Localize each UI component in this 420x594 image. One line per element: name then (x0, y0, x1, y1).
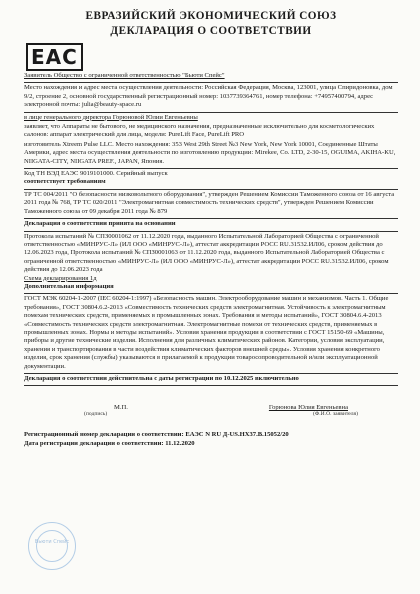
seal-place: М.П. (114, 404, 128, 412)
union-title: ЕВРАЗИЙСКИЙ ЭКОНОМИЧЕСКИЙ СОЮЗ (85, 10, 337, 22)
divider (24, 218, 398, 219)
signature-caption: (подпись) (84, 411, 108, 418)
company-stamp (28, 522, 76, 570)
declares-product: заявляет, что Аппараты не бытового, не медицинского назначения, предназначенные исключительно для косметологических салонов: аппарат электрический для лица, модели: PureLift Face, PureLift PRO (24, 123, 375, 139)
eac-logo-icon: ЕАС (26, 43, 83, 71)
validity: Декларация о соответствии действительна с даты регистрации по 10.12.2025 включительно (24, 375, 299, 382)
divider (24, 385, 398, 386)
applicant-address: Место нахождения и адрес места осуществления деятельности: Российская Федерация, Москва, 123001, улица Спиридоновка, дом 9/2, строение 2, основной государственный регистрационный номер: 1037739364761, номер телефона: +74957400794, адрес электронной почты: julia@beauty-space.ru (24, 84, 393, 109)
in-person: в лице генерального директора Горюновой Юлии Евгеньевны (24, 113, 198, 121)
basis-label: Декларация о соответствии принята на основании (24, 220, 176, 228)
requirements-label: соответствует требованиям (24, 178, 106, 186)
divider (24, 373, 398, 374)
divider (24, 189, 398, 190)
divider (24, 112, 398, 113)
divider (24, 82, 398, 83)
divider (24, 293, 398, 294)
requirements-text: ТР ТС 004/2011 "О безопасности низковольтного оборудования", утвержден Решением Комиссии Таможенного союза от 16 августа 2011 года № 768, ТР ТС 020/2011 "Электромагнитная совместимость технических средств", утвержден Решением Комиссии Таможенного союза от 09 декабря 2011 года № 879 (24, 190, 395, 215)
divider (24, 168, 398, 169)
signatory-name: Горюнова Юлия Евгеньевна (268, 404, 348, 412)
registration-date: Дата регистрации декларации о соответствии: 11.12.2020 (24, 439, 195, 447)
basis-text: Протокола испытаний № СПЗ0001062 от 11.12.2020 года, выданного Испытательной Лабораторией Общества с ограниченной ответственностью «МИНРУС-Л» (ИЛ ООО «МИНРУС-Л»), аттестат аккредитации РОСС RU.31532.ИЛ06, сроком действия до 12.06.2023 года, Протокола испытаний № СПЗ0001063 от 11.12.2020 года, выданного Испытательной Лабораторией Общества с ограниченной ответственностью «МИНРУС-Л» (ИЛ ООО «МИНРУС-Л»), аттестат аккредитации РОСС RU.31532.ИЛ06, сроком действия до 12.06.2023 года (24, 232, 389, 274)
scheme: Схема декларирования 1д (24, 274, 97, 282)
divider (24, 231, 398, 232)
tnved-code: Код ТН ВЭД ЕАЭС 9019101000. Серийный выпуск (24, 170, 168, 178)
applicant: Заявитель Общество с ограниченной ответственностью "Бьюти Спейс" (24, 72, 225, 79)
stamp-ring (36, 530, 68, 562)
manufacturer: изготовитель Xtreem Pulse LLC. Место нахождения: 353 West 29th Street №3 New York, New York 10001, Соединенные Штаты Америки, адрес места осуществления деятельности по изготовлению продукции: Mirekee, Co. LTD, 2-30-15, OGUIMA, AKIHA-KU, NIIGATA-CITY, NIIGATA PREF., JAPAN, Япония. (24, 140, 396, 165)
additional-text: ГОСТ МЭК 60204-1-2007 (IEC 60204-1:1997) «Безопасность машин. Электрооборудование машин и механизмов. Часть 1. Общие требования», ГОСТ 30804.6.2-2013 «Совместимость технических средств электромагнитная. Устойчивость к электромагнитным помехам технических средств, применяемых в промышленных зонах. Требования и методы испытаний», ГОСТ 30804.6.4-2013 «Совместимость технических средств электромагнитная. Электромагнитные помехи от технических средств, применяемых в промышленных зонах. Нормы и методы испытаний». Условия хранения продукции в соответствии с ГОСТ 15150-69 «Машины, приборы и другие технические изделия. Исполнения для различных климатических районов. Категории, условия эксплуатации, хранения и транспортирования в части воздействия климатических факторов внешней среды». Условия хранения конкретного изделия, срок хранения (службы) указываются в прилагаемой к продукции товаросопроводительной и/или эксплуатационной документации. (24, 295, 389, 370)
signature-captions (24, 411, 398, 417)
name-caption: (Ф.И.О. заявителя) (312, 411, 358, 418)
registration-block (24, 431, 398, 448)
additional-label: Дополнительная информация (24, 282, 114, 290)
declaration-title: ДЕКЛАРАЦИЯ О СООТВЕТСТВИИ (110, 25, 312, 37)
logo-row (24, 42, 398, 72)
registration-number: Регистрационный номер декларации о соответствии: ЕАЭС N RU Д-US.HX37.B.15052/20 (24, 431, 289, 439)
stamp-text: Бьюти Спейс (34, 539, 70, 545)
